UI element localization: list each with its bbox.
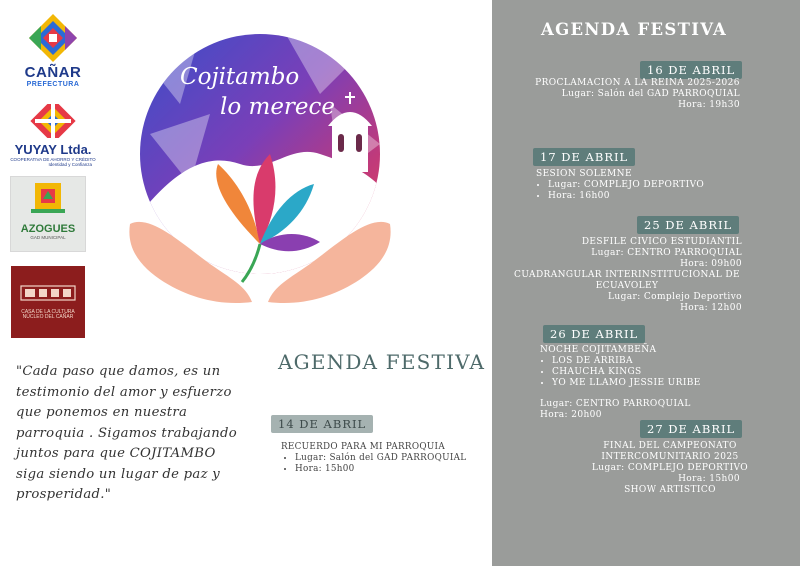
- date-tag-17: 17 DE ABRIL: [533, 148, 635, 166]
- yuyay-logo: [8, 104, 98, 170]
- middle-agenda-title: AGENDA FESTIVA: [278, 350, 486, 374]
- date-tag-26: 26 DE ABRIL: [543, 325, 645, 343]
- event-27-time: Hora: 15h00: [678, 474, 740, 484]
- event-27-place: Lugar: COMPLEJO DEPORTIVO: [591, 463, 749, 473]
- azogues-sub: GAD MUNICIPAL: [30, 235, 66, 240]
- emblem-line1: Cojitambo: [180, 64, 300, 90]
- cojitambo-emblem: [120, 14, 400, 314]
- yuyay-sub: COOPERATIVA DE AHORRO Y CRÉDITO: [10, 157, 96, 162]
- casa-line1: CASA DE LA CULTURA: [21, 309, 75, 315]
- event-17-title: SESION SOLEMNE: [536, 169, 632, 179]
- event-26-act3: • YO ME LLAMO JESSIE URIBE: [552, 378, 760, 389]
- event-16-time: Hora: 19h30: [678, 100, 740, 110]
- event-17: [536, 169, 756, 202]
- event-14-place: • Lugar: Salón del GAD PARROQUIAL: [295, 453, 491, 464]
- event-14: [281, 442, 491, 475]
- date-tag-25: 25 DE ABRIL: [637, 216, 739, 234]
- event-25-place2: Lugar: Complejo Deportivo: [608, 292, 742, 302]
- event-27-title2: INTERCOMUNITARIO 2025: [601, 452, 739, 462]
- event-26-title: NOCHE COJITAMBEÑA: [540, 345, 657, 355]
- event-16-title: PROCLAMACION A LA REINA 2025-2026: [535, 78, 740, 88]
- event-25-place1: Lugar: CENTRO PARROQUIAL: [591, 248, 742, 258]
- event-27: [560, 441, 780, 496]
- casa-cultura-emblem-icon: [11, 266, 85, 306]
- date-tag-27: 27 DE ABRIL: [640, 420, 742, 438]
- event-26-act1: • LOS DE ARRIBA: [552, 356, 760, 367]
- quote-text: "Cada paso que damos, es un testimonio del amor y esfuerzo que ponemos en nuestra parroquia . Sigamos trabajando juntos para que COJITAMBO siga siendo un lugar de paz y prosperidad.": [16, 364, 237, 502]
- event-26-act2: • CHAUCHA KINGS: [552, 367, 760, 378]
- canar-emblem-icon: [18, 12, 88, 62]
- azogues-emblem-icon: [11, 177, 85, 223]
- event-25: [512, 237, 742, 314]
- emblem-line2: lo merece: [220, 94, 336, 120]
- event-26-place: Lugar: CENTRO PARROQUIAL: [540, 399, 691, 409]
- event-25-time1: Hora: 09h00: [680, 259, 742, 269]
- event-25-time2: Hora: 12h00: [680, 303, 742, 313]
- event-27-title3: SHOW ARTISTICO: [624, 485, 716, 495]
- panel-agenda-title: AGENDA FESTIVA: [541, 20, 728, 39]
- date-tag-14: 14 DE ABRIL: [271, 415, 373, 433]
- event-14-time: • Hora: 15h00: [295, 464, 491, 475]
- event-17-place: • Lugar: COMPLEJO DEPORTIVO: [548, 180, 756, 191]
- event-16-place: Lugar: Salón del GAD PARROQUIAL: [561, 89, 740, 99]
- event-17-time: • Hora: 16h00: [548, 191, 756, 202]
- canar-prefectura-logo: [18, 12, 88, 92]
- event-25-title2: CUADRANGULAR INTERINSTITUCIONAL DE ECUAVOLEY: [514, 270, 740, 291]
- event-26-time: Hora: 20h00: [540, 410, 602, 420]
- yuyay-name: YUYAY Ltda.: [14, 142, 92, 157]
- event-26: [540, 345, 760, 421]
- event-27-title1: FINAL DEL CAMPEONATO: [603, 441, 737, 451]
- azogues-name: AZOGUES: [20, 223, 76, 235]
- yuyay-emblem-icon: [8, 104, 98, 138]
- casa-cultura-logo: [11, 266, 85, 338]
- event-25-title1: DESFILE CIVICO ESTUDIANTIL: [581, 237, 742, 247]
- date-tag-16: 16 DE ABRIL: [640, 61, 742, 79]
- casa-line2: NÚCLEO DEL CAÑAR: [22, 314, 74, 320]
- azogues-logo: [10, 176, 86, 252]
- canar-name: CAÑAR: [24, 64, 82, 81]
- canar-sub: PREFECTURA: [26, 81, 80, 88]
- yuyay-tagline: Identidad y Confianza: [48, 162, 92, 167]
- event-16: [520, 78, 740, 111]
- event-14-title: RECUERDO PARA MI PARROQUIA: [281, 442, 445, 452]
